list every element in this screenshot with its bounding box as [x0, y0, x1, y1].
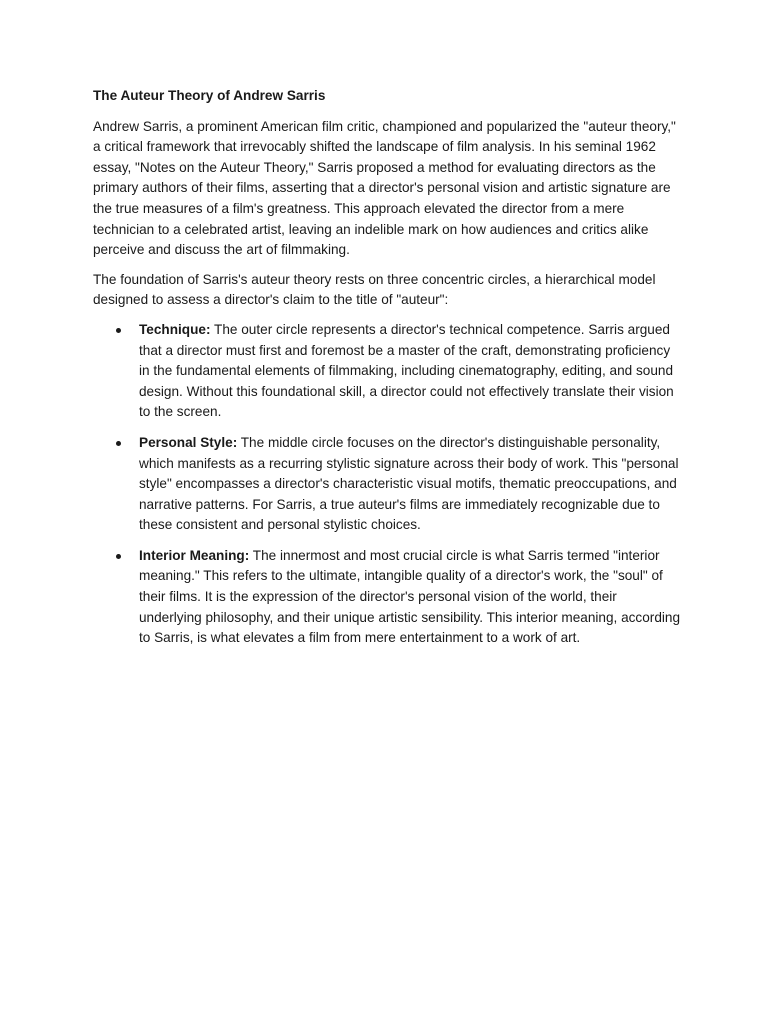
circles-list [93, 320, 683, 649]
bullet-term: Technique: [139, 321, 211, 337]
bullet-icon [116, 441, 121, 446]
bullet-term: Personal Style: [139, 434, 238, 450]
bullet-term: Interior Meaning: [139, 547, 250, 563]
bullet-icon [116, 554, 121, 559]
bullet-icon [116, 328, 121, 333]
list-item-personal-style [93, 433, 683, 536]
bullet-text: The innermost and most crucial circle is what Sarris termed "interior meaning." This refers to the ultimate, intangible quality of a director's work, the "soul" of their films. It is the expression of the director's personal vision of the world, their underlying philosophy, and their unique artistic sensibility. This interior meaning, according to Sarris, is what elevates a film from mere entertainment to a work of art. [139, 547, 681, 646]
bullet-text: The outer circle represents a director's technical competence. Sarris argued that a director must first and foremost be a master of the craft, demonstrating proficiency in the fundamental elements of filmmaking, including cinematography, editing, and sound design. Without this foundational skill, a director could not effectively translate their vision to the screen. [139, 321, 674, 420]
list-item-technique [93, 320, 683, 423]
bullet-text: The middle circle focuses on the director's distinguishable personality, which manifests as a recurring stylistic signature across their body of work. This "personal style" encompasses a director's characteristic visual motifs, thematic preoccupations, and narrative patterns. For Sarris, a true auteur's films are immediately recognizable due to these consistent and personal stylistic choices. [139, 434, 679, 533]
document-page [93, 86, 683, 659]
intro-paragraph: Andrew Sarris, a prominent American film critic, championed and popularized the "auteur theory," a critical framework that irrevocably shifted the landscape of film analysis. In his seminal 1962 essay, "Notes on the Auteur Theory," Sarris proposed a method for evaluating directors as the primary authors of their films, asserting that a director's personal vision and artistic signature are the true measures of a film's greatness. This approach elevated the director from a mere technician to a celebrated artist, leaving an indelible mark on how audiences and critics alike perceive and discuss the art of filmmaking. [93, 118, 676, 258]
list-item-interior-meaning [93, 546, 683, 649]
foundation-paragraph: The foundation of Sarris's auteur theory rests on three concentric circles, a hierarchical model designed to assess a director's claim to the title of "auteur": [93, 271, 656, 308]
document-title: The Auteur Theory of Andrew Sarris [93, 88, 326, 103]
